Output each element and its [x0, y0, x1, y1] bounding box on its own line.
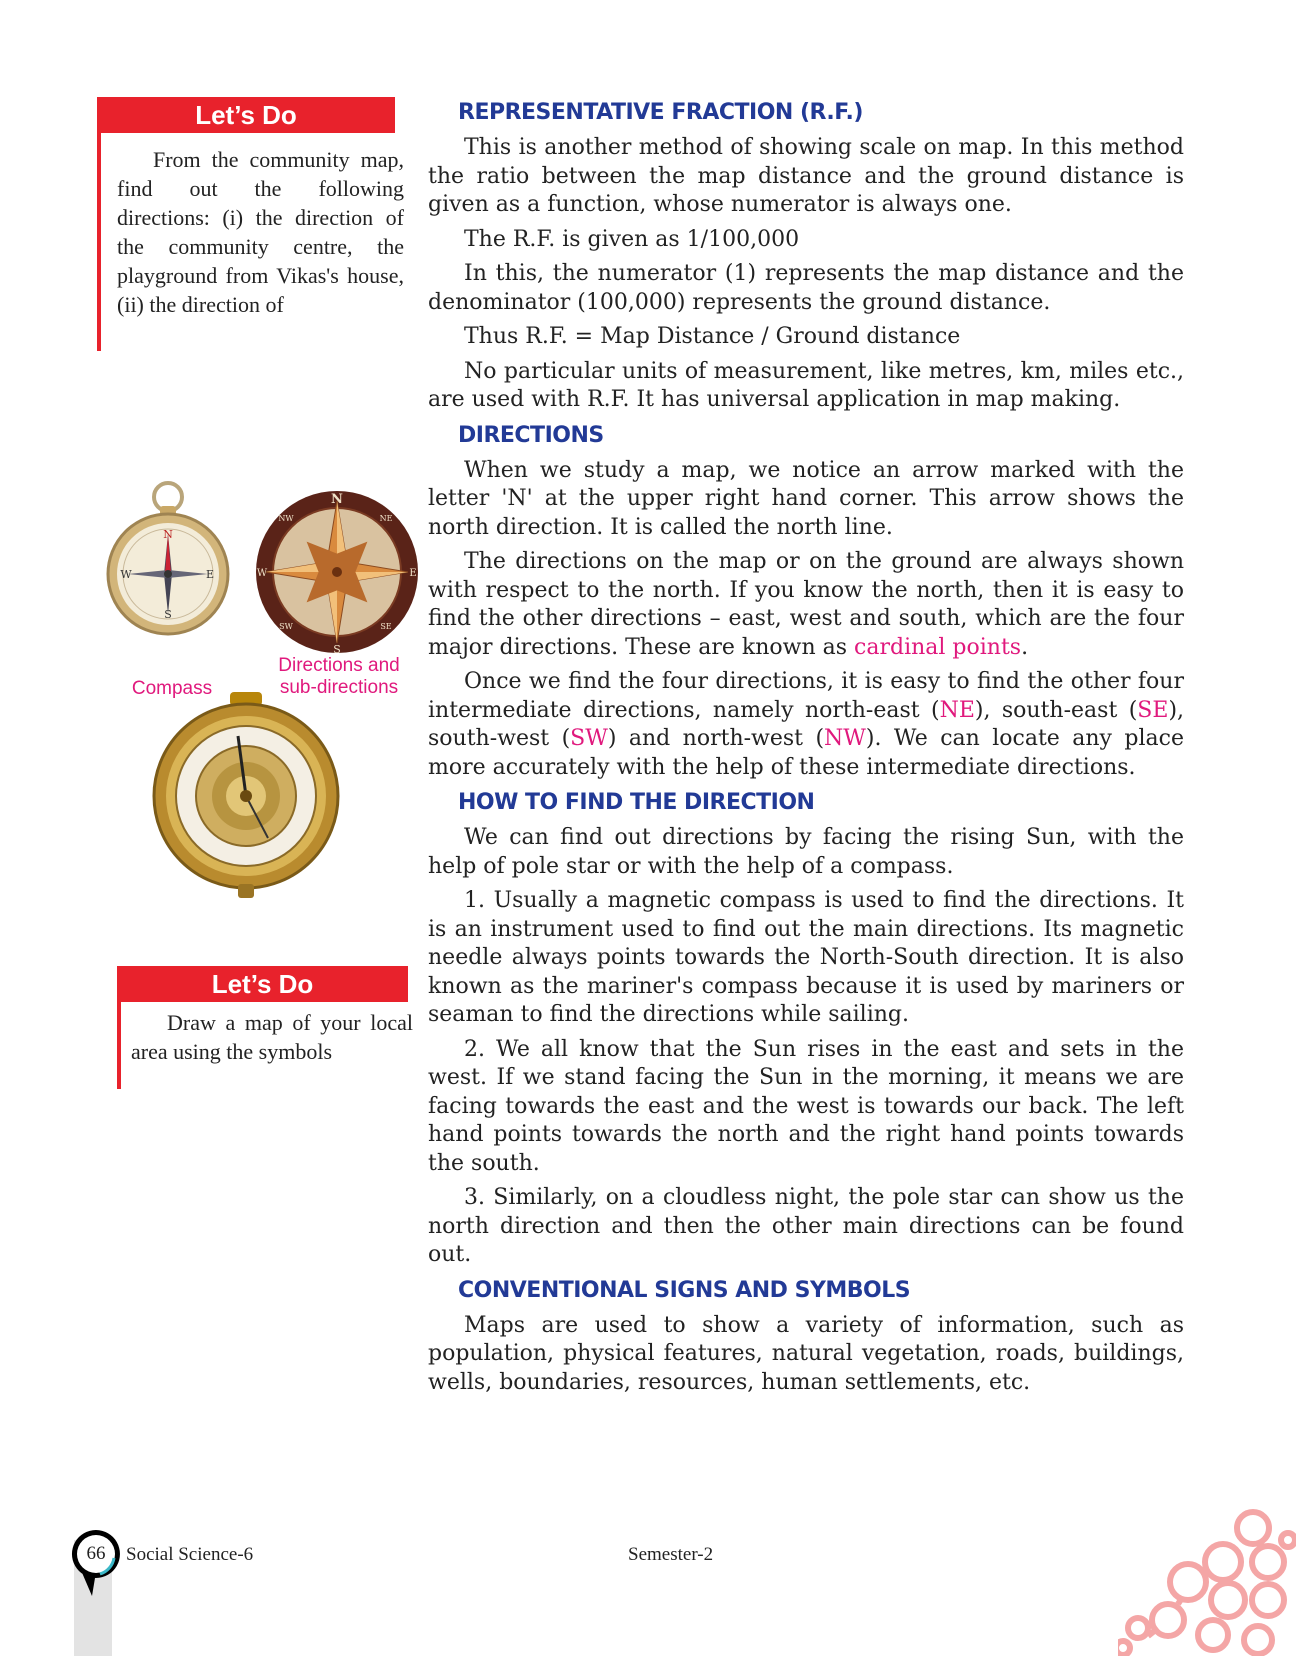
- compass-image: [104, 478, 232, 638]
- paragraph: [428, 548, 1184, 662]
- letsdo-text: Draw a map of your local area using the symbols: [131, 1010, 413, 1064]
- text-span: ). We can locate any place more accurately with the help of these intermediate directions.: [428, 726, 1184, 780]
- section-heading-find-direction: HOW TO FIND THE DIRECTION: [458, 790, 815, 815]
- section-heading-signs: CONVENTIONAL SIGNS AND SYMBOLS: [458, 1277, 911, 1303]
- text-span: The directions on the map or on the ground are always shown with respect to the north. If you know the north, then it is easy to find the other directions – east, west and south, which are the four major directions. These are known as: [428, 549, 1184, 660]
- text-span: ) and north-west (: [607, 726, 825, 751]
- section-heading-directions: DIRECTIONS: [458, 422, 604, 448]
- letsdo-title: Let’s Do: [117, 966, 408, 1002]
- paragraph: [428, 668, 1184, 782]
- svg-text:N: N: [163, 528, 173, 541]
- paragraph: This is another method of showing scale on map. In this method the ratio between the map distance and the ground distance is given as a function, whose numerator is always one.: [428, 135, 1184, 217]
- paragraph: We can find out directions by facing the rising Sun, with the help of pole star or with the help of a compass.: [428, 825, 1184, 879]
- rose-caption: Directions and sub-directions: [278, 655, 400, 698]
- semester-label: Semester-2: [628, 1544, 714, 1565]
- main-content: [428, 96, 1184, 1403]
- section-heading-rf: REPRESENTATIVE FRACTION (R.F.): [458, 100, 863, 125]
- rose-label-e: E: [409, 568, 417, 579]
- paragraph: 2. We all know that the Sun rises in the east and sets in the west. If we stand facing the Sun in the morning, it means we are facing towards the east and the west is towards our back. The left hand points towards the north and the right hand points towards the south.: [428, 1036, 1184, 1176]
- letsdo-box: [117, 1002, 413, 1089]
- paragraph: The R.F. is given as 1/100,000: [464, 226, 800, 252]
- text-span: ), south-west (: [428, 697, 1185, 751]
- letsdo-text: From the community map, find out the following directions: (i) the direction of the community centre, the playground from Vikas's house, (ii) the direction of: [117, 147, 404, 317]
- rose-label-s: S: [333, 643, 341, 655]
- compass-caption: Compass: [131, 678, 213, 699]
- svg-text:S: S: [164, 608, 172, 621]
- paragraph: 3. Similarly, on a cloudless night, the pole star can show us the north direction and then the other main directions can be found out.: [428, 1185, 1184, 1267]
- paragraph: Maps are used to show a variety of information, such as population, physical features, natural vegetation, roads, buildings, wells, boundaries, resources, human settlements, etc.: [428, 1312, 1184, 1395]
- page-number: 66: [86, 1543, 106, 1564]
- letsdo-box: [97, 133, 404, 351]
- text-span: ), south-east (: [974, 697, 1138, 723]
- book-title: Social Science-6: [126, 1544, 254, 1565]
- rose-label-n: N: [331, 492, 343, 507]
- compass-rose-image: [254, 489, 420, 655]
- rose-label-se: SE: [380, 622, 392, 631]
- highlight-se: SE: [1137, 697, 1169, 723]
- rose-label-w: W: [256, 568, 268, 579]
- rose-label-nw: NW: [278, 514, 294, 523]
- rose-label-sw: SW: [279, 622, 293, 631]
- highlight-nw: NW: [824, 726, 866, 751]
- paragraph: Thus R.F. = Map Distance / Ground distance: [464, 324, 961, 349]
- paragraph: 1. Usually a magnetic compass is used to find the directions. It is an instrument used to find out the main directions. Its magnetic needle always points towards the North-South direction. It is also known as the mariner's compass because it is used by mariners or seaman to find the directions while sailing.: [428, 888, 1184, 1027]
- decorative-circles: [1118, 1500, 1296, 1656]
- letsdo-title: Let’s Do: [97, 97, 395, 133]
- paragraph: When we study a map, we notice an arrow marked with the letter 'N' at the upper right hand corner. This arrow shows the north direction. It is called the north line.: [428, 457, 1184, 540]
- text-span: .: [1021, 634, 1029, 660]
- svg-text:W: W: [120, 568, 132, 581]
- highlight-ne: NE: [939, 697, 975, 723]
- highlight-cardinal-points: cardinal points: [854, 634, 1022, 660]
- svg-text:E: E: [205, 568, 215, 581]
- rose-label-ne: NE: [379, 514, 393, 523]
- highlight-sw: SW: [570, 726, 608, 751]
- paragraph: No particular units of measurement, like metres, km, miles etc., are used with R.F. It has universal application in map making.: [428, 358, 1184, 412]
- paragraph: In this, the numerator (1) represents the map distance and the denominator (100,000) represents the ground distance.: [428, 261, 1184, 315]
- text-span: Once we find the four directions, it is easy to find the other four intermediate directions, namely north-east (: [428, 669, 1184, 723]
- mariners-compass-image: [150, 688, 342, 904]
